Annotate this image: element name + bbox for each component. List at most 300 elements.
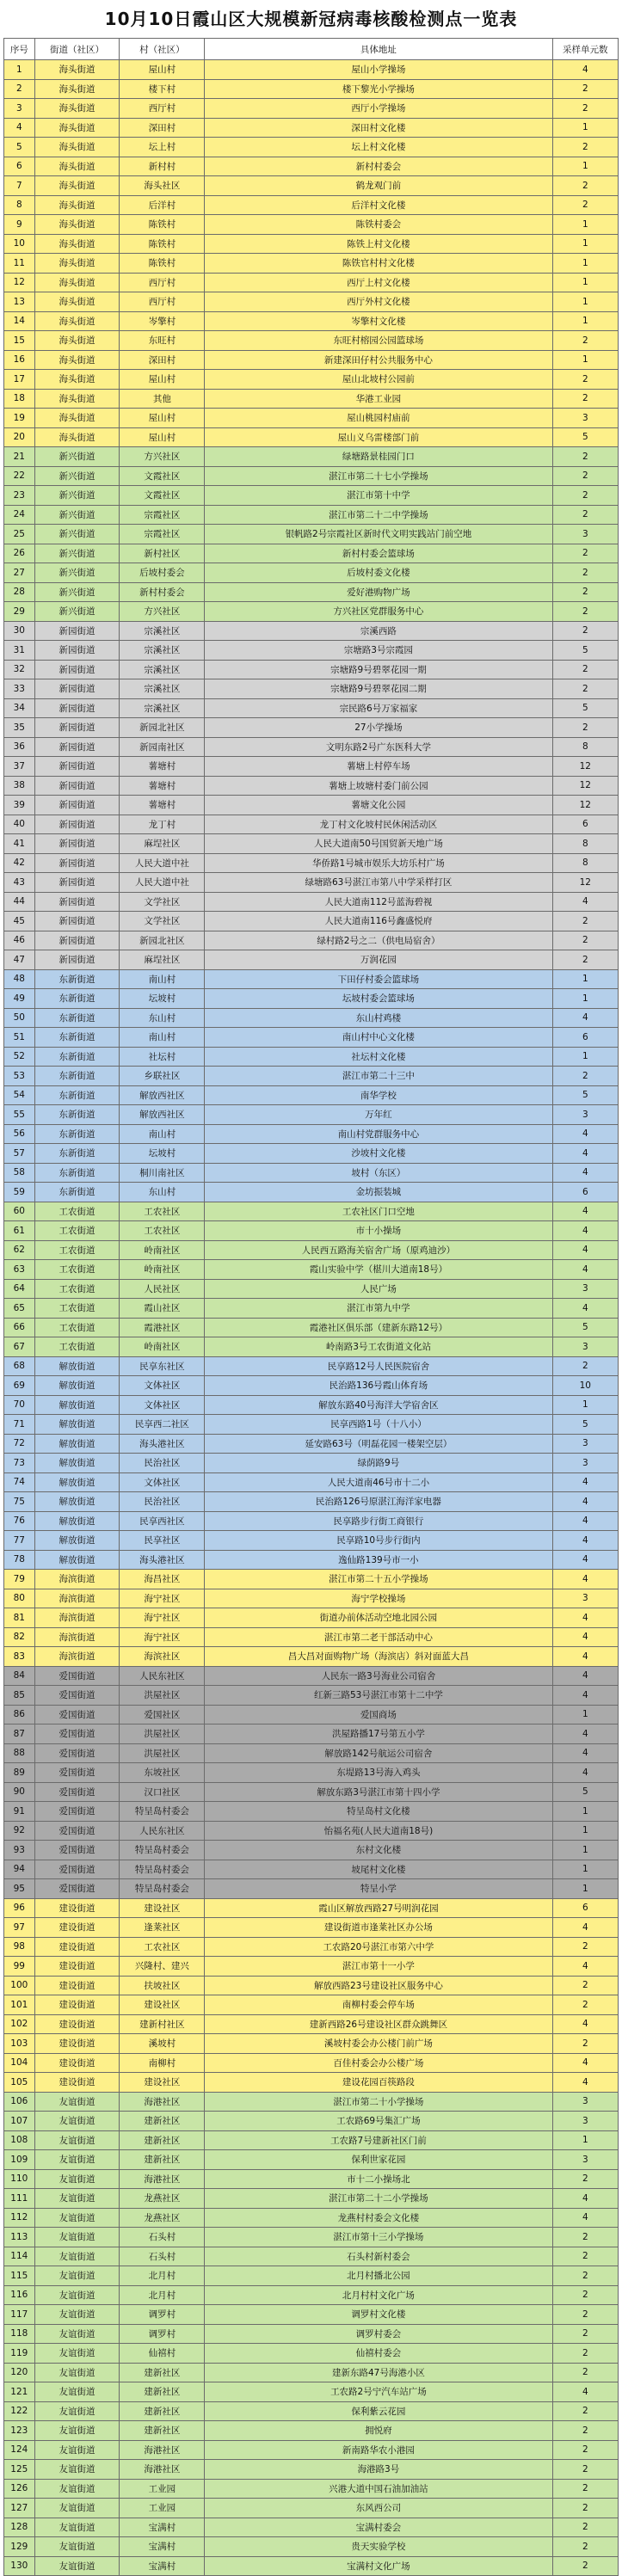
cell-sampling-units: 2 <box>552 950 618 970</box>
table-row <box>4 1318 619 1337</box>
table-row <box>4 1434 619 1454</box>
cell-sampling-units: 4 <box>552 60 618 80</box>
cell-street: 东新街道 <box>34 1047 120 1067</box>
cell-index: 50 <box>4 1008 35 1028</box>
cell-address: 新建深田仔村公共服务中心 <box>205 350 552 370</box>
cell-address: 屋山小学操场 <box>205 60 552 80</box>
cell-address: 万润花园 <box>205 950 552 970</box>
cell-index: 110 <box>4 2169 35 2189</box>
cell-sampling-units: 12 <box>552 796 618 815</box>
cell-sampling-units: 4 <box>552 1627 618 1647</box>
table-row <box>4 1067 619 1086</box>
cell-index: 99 <box>4 1957 35 1977</box>
cell-sampling-units: 8 <box>552 834 618 854</box>
table-row <box>4 582 619 602</box>
cell-village: 建新社区 <box>120 2363 205 2382</box>
cell-village: 东山村 <box>120 1183 205 1202</box>
cell-address: 鹤龙观门前 <box>205 176 552 196</box>
cell-address: 人民大道南46号市十二小 <box>205 1472 552 1492</box>
table-row <box>4 2053 619 2073</box>
cell-village: 人民东社区 <box>120 1666 205 1686</box>
cell-village: 兴隆村、建兴 <box>120 1957 205 1977</box>
cell-street: 新兴街道 <box>34 563 120 583</box>
cell-sampling-units: 5 <box>552 1318 618 1337</box>
cell-village: 坛坡村 <box>120 989 205 1009</box>
table-row <box>4 834 619 854</box>
cell-village: 建新社区 <box>120 2421 205 2441</box>
table-row <box>4 370 619 390</box>
cell-street: 爱国街道 <box>34 1879 120 1899</box>
cell-village: 宝满村 <box>120 2556 205 2576</box>
table-row <box>4 718 619 738</box>
table-row <box>4 2556 619 2576</box>
cell-index: 25 <box>4 525 35 544</box>
cell-index: 41 <box>4 834 35 854</box>
cell-index: 123 <box>4 2421 35 2441</box>
cell-address: 南山村党群服务中心 <box>205 1124 552 1144</box>
cell-sampling-units: 1 <box>552 1395 618 1415</box>
cell-sampling-units: 2 <box>552 544 618 563</box>
table-row <box>4 1299 619 1319</box>
cell-index: 30 <box>4 621 35 641</box>
cell-index: 49 <box>4 989 35 1009</box>
table-row <box>4 2285 619 2305</box>
cell-address: 解放东路3号湛江市第十四小学 <box>205 1782 552 1802</box>
cell-index: 113 <box>4 2228 35 2247</box>
cell-address: 怡福名苑(人民大道南18号) <box>205 1821 552 1841</box>
cell-street: 工农街道 <box>34 1260 120 1280</box>
cell-village: 建新社区 <box>120 2112 205 2131</box>
cell-address: 薯塘上坡塘村委门前公园 <box>205 776 552 796</box>
cell-sampling-units: 2 <box>552 331 618 351</box>
table-row <box>4 1105 619 1125</box>
cell-address: 屋山义乌雷楼部门前 <box>205 427 552 447</box>
cell-street: 爱国街道 <box>34 1821 120 1841</box>
cell-index: 22 <box>4 466 35 486</box>
cell-street: 新园街道 <box>34 679 120 699</box>
cell-village: 薯塘村 <box>120 757 205 777</box>
cell-village: 工农社区 <box>120 1937 205 1957</box>
cell-street: 友谊街道 <box>34 2112 120 2131</box>
table-row <box>4 1279 619 1299</box>
cell-village: 桐川南社区 <box>120 1163 205 1183</box>
cell-village: 民享东社区 <box>120 1356 205 1376</box>
cell-sampling-units: 2 <box>552 2344 618 2364</box>
cell-index: 43 <box>4 873 35 893</box>
cell-village: 方兴社区 <box>120 447 205 467</box>
table-row <box>4 311 619 331</box>
cell-village: 文体社区 <box>120 1376 205 1396</box>
cell-sampling-units: 4 <box>552 1743 618 1763</box>
cell-street: 新园街道 <box>34 815 120 834</box>
cell-index: 11 <box>4 254 35 274</box>
test-site-table <box>3 38 619 2576</box>
cell-village: 仙禧村 <box>120 2344 205 2364</box>
cell-street: 工农街道 <box>34 1279 120 1299</box>
cell-sampling-units: 4 <box>552 1163 618 1183</box>
cell-village: 岭南社区 <box>120 1260 205 1280</box>
cell-sampling-units: 3 <box>552 409 618 428</box>
cell-village: 扶坡社区 <box>120 1976 205 1995</box>
cell-street: 友谊街道 <box>34 2421 120 2441</box>
cell-village: 龙丁村 <box>120 815 205 834</box>
cell-address: 民治路136号霞山体育场 <box>205 1376 552 1396</box>
cell-sampling-units: 3 <box>552 1589 618 1608</box>
cell-village: 南柳村 <box>120 2053 205 2073</box>
cell-street: 友谊街道 <box>34 2247 120 2266</box>
cell-village: 工农社区 <box>120 1202 205 1221</box>
cell-address: 湛江市第二十二中学操场 <box>205 505 552 525</box>
cell-address: 陈铁村委会 <box>205 215 552 235</box>
cell-street: 新园街道 <box>34 660 120 679</box>
cell-sampling-units: 1 <box>552 311 618 331</box>
cell-address: 洪屋路播17号第五小学 <box>205 1725 552 1744</box>
table-row <box>4 1763 619 1783</box>
cell-index: 115 <box>4 2266 35 2286</box>
cell-sampling-units: 2 <box>552 931 618 950</box>
cell-address: 华港工业园 <box>205 389 552 409</box>
table-row <box>4 1647 619 1667</box>
table-row <box>4 1085 619 1105</box>
cell-sampling-units: 12 <box>552 873 618 893</box>
cell-sampling-units: 4 <box>552 1472 618 1492</box>
cell-street: 新园街道 <box>34 892 120 912</box>
table-row <box>4 2034 619 2054</box>
cell-street: 新园街道 <box>34 931 120 950</box>
cell-village: 石头村 <box>120 2228 205 2247</box>
cell-street: 海头街道 <box>34 79 120 99</box>
table-row <box>4 1531 619 1551</box>
cell-index: 33 <box>4 679 35 699</box>
cell-street: 海头街道 <box>34 292 120 312</box>
cell-village: 岑擎村 <box>120 311 205 331</box>
cell-address: 工农路2号宁汽车站广场 <box>205 2382 552 2402</box>
cell-sampling-units: 1 <box>552 1860 618 1879</box>
table-row <box>4 1686 619 1706</box>
cell-village: 海滨社区 <box>120 1647 205 1667</box>
cell-street: 爱国街道 <box>34 1860 120 1879</box>
cell-sampling-units: 2 <box>552 2460 618 2480</box>
cell-village: 陈铁村 <box>120 234 205 254</box>
table-row <box>4 679 619 699</box>
cell-sampling-units: 3 <box>552 1454 618 1473</box>
table-row <box>4 292 619 312</box>
cell-index: 71 <box>4 1415 35 1435</box>
cell-sampling-units: 5 <box>552 1415 618 1435</box>
cell-street: 海头街道 <box>34 215 120 235</box>
cell-address: 薯塘上村停车场 <box>205 757 552 777</box>
cell-index: 78 <box>4 1550 35 1570</box>
cell-village: 新村社区 <box>120 544 205 563</box>
cell-street: 东新街道 <box>34 989 120 1009</box>
cell-address: 建设花园百筷路段 <box>205 2073 552 2093</box>
cell-street: 海滨街道 <box>34 1608 120 1628</box>
cell-address: 工农路7号建新社区门前 <box>205 2130 552 2150</box>
table-row <box>4 2247 619 2266</box>
cell-sampling-units: 2 <box>552 2228 618 2247</box>
table-row <box>4 2518 619 2537</box>
cell-street: 建设街道 <box>34 1898 120 1918</box>
cell-sampling-units: 2 <box>552 2305 618 2325</box>
cell-address: 新村村委会篮球场 <box>205 544 552 563</box>
table-row <box>4 544 619 563</box>
table-row <box>4 1124 619 1144</box>
cell-sampling-units: 4 <box>552 2382 618 2402</box>
cell-index: 40 <box>4 815 35 834</box>
cell-index: 79 <box>4 1570 35 1589</box>
cell-street: 海头街道 <box>34 409 120 428</box>
cell-street: 建设街道 <box>34 1976 120 1995</box>
cell-village: 洪屋社区 <box>120 1725 205 1744</box>
cell-address: 贵天实验学校 <box>205 2537 552 2557</box>
cell-village: 深田村 <box>120 118 205 138</box>
cell-street: 解放街道 <box>34 1395 120 1415</box>
cell-index: 35 <box>4 718 35 738</box>
cell-address: 龙丁村文化坡村民休闲活动区 <box>205 815 552 834</box>
table-row <box>4 215 619 235</box>
cell-address: 民享路10号步行街内 <box>205 1531 552 1551</box>
table-row <box>4 273 619 292</box>
cell-sampling-units: 1 <box>552 989 618 1009</box>
cell-street: 解放街道 <box>34 1356 120 1376</box>
table-row <box>4 2112 619 2131</box>
cell-sampling-units: 2 <box>552 2266 618 2286</box>
cell-village: 工业园 <box>120 2479 205 2499</box>
cell-address: 北月村村文化广场 <box>205 2285 552 2305</box>
cell-sampling-units: 2 <box>552 79 618 99</box>
table-row <box>4 1376 619 1396</box>
cell-village: 文学社区 <box>120 912 205 931</box>
cell-address: 市十小操场 <box>205 1221 552 1241</box>
cell-street: 友谊街道 <box>34 2382 120 2402</box>
cell-index: 119 <box>4 2344 35 2364</box>
cell-street: 爱国街道 <box>34 1802 120 1822</box>
cell-index: 114 <box>4 2247 35 2266</box>
cell-street: 新园街道 <box>34 757 120 777</box>
cell-address: 陈铁官村村文化楼 <box>205 254 552 274</box>
cell-village: 汉口社区 <box>120 1782 205 1802</box>
cell-village: 建新社区 <box>120 2382 205 2402</box>
cell-sampling-units: 12 <box>552 757 618 777</box>
cell-address: 南山村中心文化楼 <box>205 1028 552 1048</box>
table-row <box>4 1918 619 1938</box>
cell-street: 友谊街道 <box>34 2479 120 2499</box>
cell-sampling-units: 2 <box>552 2169 618 2189</box>
cell-village: 楼下村 <box>120 79 205 99</box>
cell-address: 后坡村委文化楼 <box>205 563 552 583</box>
cell-village: 人民东社区 <box>120 1821 205 1841</box>
table-row <box>4 2305 619 2325</box>
cell-sampling-units: 5 <box>552 698 618 718</box>
cell-index: 20 <box>4 427 35 447</box>
table-row <box>4 1395 619 1415</box>
table-row <box>4 1163 619 1183</box>
cell-index: 103 <box>4 2034 35 2054</box>
table-row <box>4 1183 619 1202</box>
cell-street: 新园街道 <box>34 737 120 757</box>
table-row <box>4 409 619 428</box>
table-row <box>4 698 619 718</box>
cell-street: 解放街道 <box>34 1415 120 1435</box>
table-row <box>4 1841 619 1860</box>
cell-village: 民享西社区 <box>120 1511 205 1531</box>
table-row <box>4 1589 619 1608</box>
cell-village: 宗溪社区 <box>120 698 205 718</box>
cell-sampling-units: 3 <box>552 2112 618 2131</box>
cell-sampling-units: 2 <box>552 447 618 467</box>
cell-index: 118 <box>4 2324 35 2344</box>
cell-street: 解放街道 <box>34 1434 120 1454</box>
cell-village: 新园北社区 <box>120 718 205 738</box>
cell-village: 岭南社区 <box>120 1337 205 1357</box>
cell-sampling-units: 10 <box>552 1376 618 1396</box>
table-row <box>4 1666 619 1686</box>
cell-sampling-units: 2 <box>552 505 618 525</box>
cell-sampling-units: 3 <box>552 1279 618 1299</box>
table-row <box>4 737 619 757</box>
cell-village: 深田村 <box>120 350 205 370</box>
cell-village: 建新社区 <box>120 2150 205 2170</box>
table-row <box>4 1047 619 1067</box>
cell-index: 87 <box>4 1725 35 1744</box>
cell-address: 金坊振装城 <box>205 1183 552 1202</box>
cell-address: 湛江市第二十五小学操场 <box>205 1570 552 1589</box>
cell-street: 东新街道 <box>34 969 120 989</box>
cell-index: 60 <box>4 1202 35 1221</box>
cell-sampling-units: 2 <box>552 2324 618 2344</box>
cell-address: 岭南路3号工农街道文化站 <box>205 1337 552 1357</box>
cell-address: 湛江市第二十小学操场 <box>205 2092 552 2112</box>
cell-street: 东新街道 <box>34 1105 120 1125</box>
cell-sampling-units: 4 <box>552 2053 618 2073</box>
cell-index: 81 <box>4 1608 35 1628</box>
cell-village: 建设社区 <box>120 1898 205 1918</box>
cell-sampling-units: 1 <box>552 1821 618 1841</box>
table-row <box>4 2014 619 2034</box>
cell-sampling-units: 2 <box>552 602 618 622</box>
cell-street: 新园街道 <box>34 698 120 718</box>
cell-street: 东新街道 <box>34 1028 120 1048</box>
cell-address: 新村村委会 <box>205 157 552 176</box>
cell-index: 61 <box>4 1221 35 1241</box>
cell-village: 民治社区 <box>120 1454 205 1473</box>
cell-address: 人民大道南50号国贸新天地广场 <box>205 834 552 854</box>
cell-street: 爱国街道 <box>34 1705 120 1725</box>
cell-index: 1 <box>4 60 35 80</box>
cell-street: 东新街道 <box>34 1124 120 1144</box>
cell-village: 宗溪社区 <box>120 660 205 679</box>
cell-street: 新园街道 <box>34 641 120 661</box>
cell-address: 方兴社区党群服务中心 <box>205 602 552 622</box>
cell-index: 27 <box>4 563 35 583</box>
cell-index: 90 <box>4 1782 35 1802</box>
cell-village: 薯塘村 <box>120 796 205 815</box>
cell-index: 51 <box>4 1028 35 1048</box>
cell-sampling-units: 2 <box>552 486 618 506</box>
cell-address: 宗溪西路 <box>205 621 552 641</box>
cell-sampling-units: 1 <box>552 157 618 176</box>
cell-index: 84 <box>4 1666 35 1686</box>
cell-street: 新兴街道 <box>34 525 120 544</box>
cell-sampling-units: 5 <box>552 1782 618 1802</box>
cell-index: 130 <box>4 2556 35 2576</box>
cell-address: 东旺村榕园公园篮球场 <box>205 331 552 351</box>
cell-street: 爱国街道 <box>34 1686 120 1706</box>
cell-sampling-units: 1 <box>552 254 618 274</box>
table-row <box>4 1821 619 1841</box>
cell-sampling-units: 2 <box>552 138 618 157</box>
cell-address: 街道办前体活动空地北园公园 <box>205 1608 552 1628</box>
cell-village: 西厅村 <box>120 99 205 119</box>
cell-village: 工业园 <box>120 2499 205 2518</box>
cell-village: 建新社区 <box>120 2130 205 2150</box>
cell-address: 人民大道南116号鑫盛悦府 <box>205 912 552 931</box>
cell-village: 海宁社区 <box>120 1608 205 1628</box>
cell-address: 保利世家花园 <box>205 2150 552 2170</box>
cell-village: 工农社区 <box>120 1221 205 1241</box>
table-row <box>4 254 619 274</box>
cell-address: 南柳村委会停车场 <box>205 1995 552 2015</box>
cell-street: 新园街道 <box>34 950 120 970</box>
table-row <box>4 138 619 157</box>
table-row <box>4 2537 619 2557</box>
cell-street: 海头街道 <box>34 389 120 409</box>
header-index: 序号 <box>4 39 35 60</box>
cell-village: 爱国社区 <box>120 1705 205 1725</box>
cell-index: 72 <box>4 1434 35 1454</box>
cell-street: 东新街道 <box>34 1085 120 1105</box>
cell-sampling-units: 8 <box>552 737 618 757</box>
table-row <box>4 427 619 447</box>
cell-street: 爱国街道 <box>34 1743 120 1763</box>
table-row <box>4 853 619 873</box>
table-row <box>4 2363 619 2382</box>
cell-village: 文体社区 <box>120 1472 205 1492</box>
cell-village: 屋山村 <box>120 370 205 390</box>
cell-index: 93 <box>4 1841 35 1860</box>
cell-sampling-units: 2 <box>552 370 618 390</box>
cell-sampling-units: 1 <box>552 215 618 235</box>
table-row <box>4 331 619 351</box>
cell-address: 宗塘路9号碧翠花园一期 <box>205 660 552 679</box>
cell-street: 工农街道 <box>34 1240 120 1260</box>
cell-street: 海头街道 <box>34 99 120 119</box>
cell-street: 新兴街道 <box>34 544 120 563</box>
cell-address: 解放路142号航运公司宿舍 <box>205 1743 552 1763</box>
table-row <box>4 525 619 544</box>
cell-street: 友谊街道 <box>34 2266 120 2286</box>
cell-index: 67 <box>4 1337 35 1357</box>
cell-address: 调罗村委会 <box>205 2324 552 2344</box>
cell-address: 社坛村文化楼 <box>205 1047 552 1067</box>
table-row <box>4 1782 619 1802</box>
cell-street: 新兴街道 <box>34 602 120 622</box>
cell-sampling-units: 2 <box>552 195 618 215</box>
cell-street: 海滨街道 <box>34 1627 120 1647</box>
cell-street: 解放街道 <box>34 1531 120 1551</box>
cell-street: 新园街道 <box>34 621 120 641</box>
cell-sampling-units: 2 <box>552 582 618 602</box>
table-row <box>4 1550 619 1570</box>
cell-address: 宗民路6号万家福家 <box>205 698 552 718</box>
table-row <box>4 176 619 196</box>
cell-index: 12 <box>4 273 35 292</box>
cell-sampling-units: 2 <box>552 2401 618 2421</box>
cell-index: 76 <box>4 1511 35 1531</box>
cell-village: 海宁社区 <box>120 1627 205 1647</box>
cell-index: 8 <box>4 195 35 215</box>
cell-village: 东山村 <box>120 1008 205 1028</box>
